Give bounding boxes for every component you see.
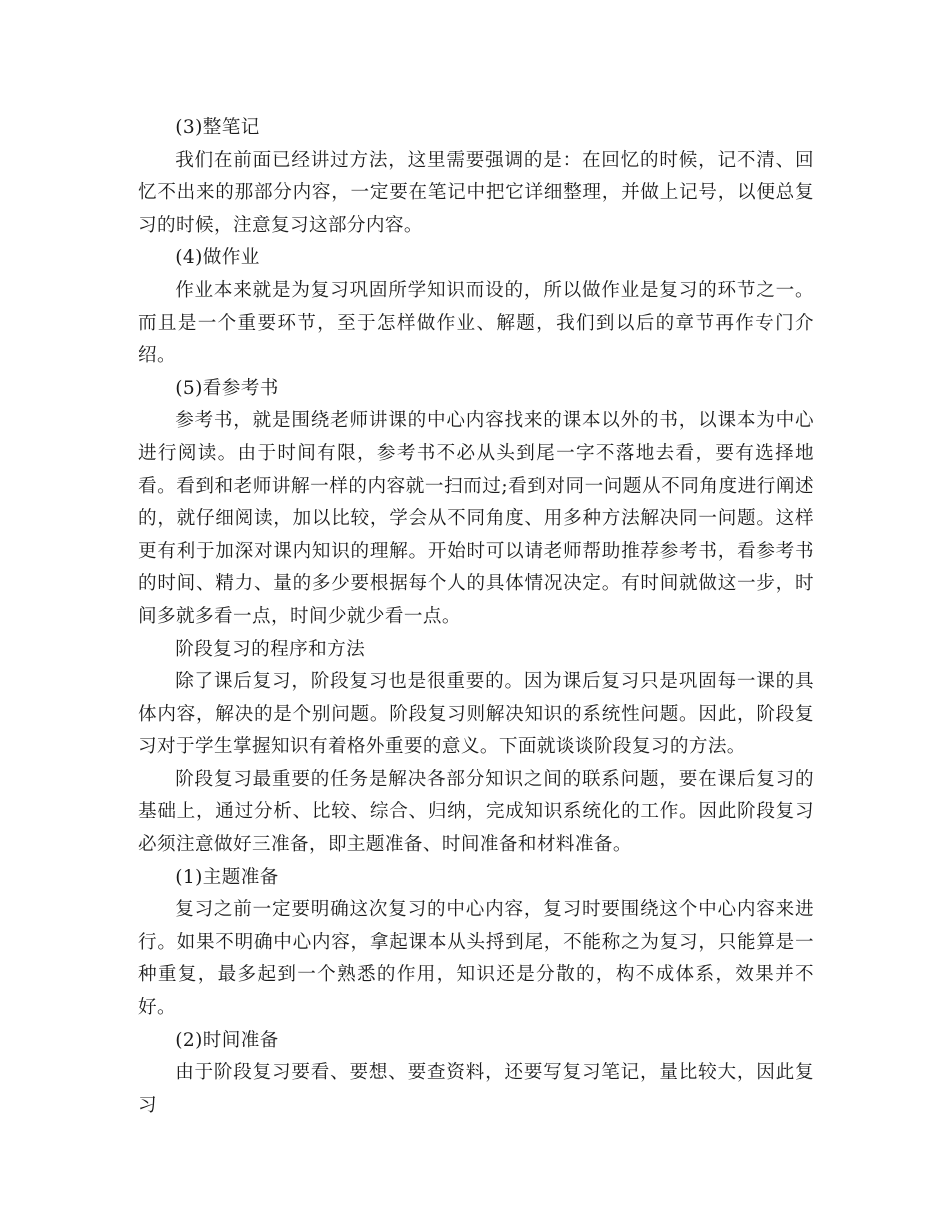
paragraph-notes: 我们在前面已经讲过方法，这里需要强调的是：在回忆的时候，记不清、回忆不出来的那部分内容，一定要在笔记中把它详细整理，并做上记号，以便总复习的时候，注意复习这部分内容。 — [138, 149, 814, 236]
paragraph-reference-books: 参考书，就是围绕老师讲课的中心内容找来的课本以外的书，以课本为中心进行阅读。由于时间有限，参考书不必从头到尾一字不落地去看，要有选择地看。看到和老师讲解一样的内容就一扫而过;看到对同一问题从不同角度进行阐述的，就仔细阅读，加以比较，学会从不同角度、用多种方法解决同一问题。这样更有利于加深对课内知识的理解。开始时可以请老师帮助推荐参考书，看参考书的时间、精力、量的多少要根据每个人的具体情况决定。有时间就做这一步，时间多就多看一点，时间少就少看一点。 — [138, 410, 814, 627]
paragraph-time-prep: 由于阶段复习要看、要想、要查资料，还要写复习笔记，量比较大，因此复习 — [138, 1062, 814, 1116]
paragraph-homework: 作业本来就是为复习巩固所学知识而设的，所以做作业是复习的环节之一。而且是一个重要环节，至于怎样做作业、解题，我们到以后的章节再作专门介绍。 — [138, 279, 814, 367]
paragraph-stage-review-task: 阶段复习最重要的任务是解决各部分知识之间的联系问题，要在课后复习的基础上，通过分析、比较、综合、归纳，完成知识系统化的工作。因此阶段复习必须注意做好三准备，即主题准备、时间准备和材料准备。 — [138, 768, 814, 856]
section-heading-5: (5)看参考书 — [175, 377, 279, 399]
section-heading-3: (3)整笔记 — [175, 117, 260, 138]
document-page — [138, 112, 814, 1122]
section-heading-stage-review: 阶段复习的程序和方法 — [175, 638, 366, 660]
section-heading-time-prep: (2)时间准备 — [175, 1029, 279, 1051]
section-heading-topic-prep: (1)主题准备 — [175, 866, 279, 888]
paragraph-stage-review-intro: 除了课后复习，阶段复习也是很重要的。因为课后复习只是巩固每一课的具体内容，解决的是个别问题。阶段复习则解决知识的系统性问题。因此，阶段复习对于学生掌握知识有着格外重要的意义。下面就谈谈阶段复习的方法。 — [138, 671, 814, 758]
section-heading-4: (4)做作业 — [175, 247, 260, 269]
paragraph-topic-prep: 复习之前一定要明确这次复习的中心内容，复习时要围绕这个中心内容来进行。如果不明确中心内容，拿起课本从头捋到尾，不能称之为复习，只能算是一种重复，最多起到一个熟悉的作用，知识还是分散的，构不成体系，效果并不好。 — [138, 899, 814, 1019]
